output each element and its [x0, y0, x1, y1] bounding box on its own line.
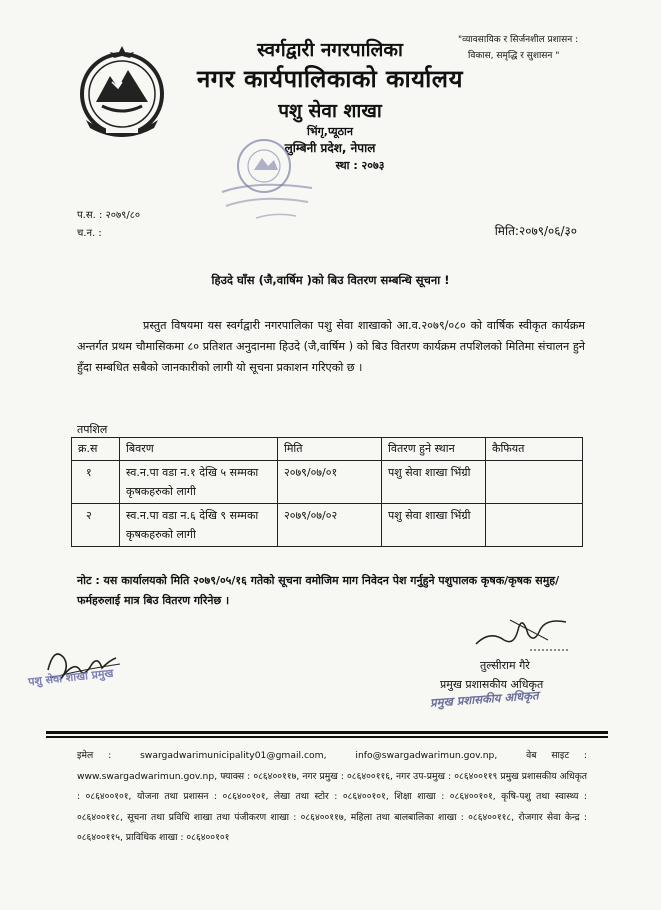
footer-contacts [77, 746, 587, 849]
ps-label: प.स. : [77, 210, 103, 221]
schedule-table [71, 437, 583, 547]
letter-date [495, 222, 577, 239]
motto-line-2: विकास, समृद्धि र सुशासन " [468, 51, 560, 61]
header-place: वितरण हुने स्थान [382, 438, 486, 461]
cn-label: च.न. : [77, 228, 102, 239]
signatory-signature-icon [470, 600, 580, 655]
email-2: info@swargadwarimun.gov.np, [355, 750, 498, 761]
government-emblem-icon [72, 42, 172, 142]
cell-remarks [486, 461, 583, 504]
ps-value: २०७९/८० [105, 210, 141, 221]
email-label: इमेल : [77, 750, 112, 761]
note-text: नोट : यस कार्यालयको मिति २०७९/०५/१६ गतेको सूचना वमोजिम माग निवेदन पेश गर्नुहुने पशुपालक कृषक/कृषक समुह/फर्महरुलाई मात्र बिउ वितरण गरिनेछ । [77, 574, 560, 607]
date-value: २०७९/०६/३० [518, 224, 577, 238]
reference-ps [77, 207, 140, 221]
office-name: नगर कार्यपालिकाको कार्यालय [196, 65, 464, 93]
email-1: swargadwarimunicipality01@gmail.com, [140, 750, 327, 761]
header-remarks: कैफियत [486, 438, 583, 461]
cell-place: पशु सेवा शाखा भिंग्री [382, 504, 486, 547]
cell-date: २०७९/०७/०२ [278, 504, 382, 547]
municipality-name: स्वर्गद्वारी नगरपालिका [257, 39, 403, 61]
cell-sn: २ [72, 504, 120, 547]
table-row [72, 504, 583, 547]
website: www.swargadwarimun.gov.np, [77, 770, 218, 782]
motto [458, 32, 648, 64]
cell-place: पशु सेवा शाखा भिंग्री [382, 461, 486, 504]
header-date: मिति [278, 438, 382, 461]
office-stamp-icon [216, 136, 326, 226]
reference-cn [77, 225, 102, 239]
section-name: पशु सेवा शाखा [278, 100, 382, 122]
signatory-designation: प्रमुख प्रशासकीय अधिकृत [440, 678, 544, 691]
signatory-stamp: प्रमुख प्रशासकीय अधिकृत [429, 688, 539, 710]
signatory-name: तुल्सीराम गैरे [480, 659, 530, 672]
cell-date: २०७९/०७/०१ [278, 461, 382, 504]
table-row [72, 461, 583, 504]
footer-divider-thin [46, 736, 608, 738]
place-name: भिंगृ,प्यूठान [307, 125, 353, 138]
body-paragraph [77, 315, 585, 378]
website-label: वेब साइट : [526, 750, 588, 761]
table-header-row [72, 438, 583, 461]
cell-description: स्व.न.पा वडा न.६ देखि ९ सम्मका कृषकहरुको लागी [120, 504, 278, 547]
section-head-stamp: पशु सेवा शाखा प्रमुख [27, 666, 115, 689]
cell-remarks [486, 504, 583, 547]
header-description: बिवरण [120, 438, 278, 461]
table-label: तपशिल [77, 423, 108, 436]
established-year: स्था : २०७३ [335, 159, 385, 172]
footer-divider [46, 731, 608, 734]
header-sn: क्र.स [72, 438, 120, 461]
province-name: लुम्बिनी प्रदेश, नेपाल [284, 141, 376, 155]
contact-numbers: फ्याक्स : ०८६४००११७, नगर प्रमुख : ०८६४००११६, नगर उप-प्रमुख : ०८६४००११९ प्रमुख प्रशासकीय अधिकृत : ०८६४००१०१, योजना तथा प्रशासन : ०८६४००१०१, लेखा तथा स्टोर : ०८६४००१०१, शिक्षा शाखा : ०८६४००१०१, कृषि-पशु तथा स्वास्थ्य : ०८६४००११८, सूचना तथा प्रविधि शाखा तथा पंजीकरण शाखा : ०८६४००११७, महिला तथा बालबालिका शाखा : ०८६४००११८, रोजगार सेवा केन्द्र : ०८६४००११५, प्राविधिक शाखा : ०८६४००१०१ [77, 770, 587, 843]
subject-line: हिउदे घाँस (जै,वार्षिम )को बिउ वितरण सम्बन्धि सूचना ! [211, 273, 450, 287]
date-label: मिति: [494, 224, 519, 238]
body-text: प्रस्तुत विषयमा यस स्वर्गद्वारी नगरपालिका पशु सेवा शाखाको आ.व.२०७९/०८० को वार्षिक स्वीकृत कार्यक्रम अन्तर्गत प्रथम चौमासिकमा ८० प्रतिशत अनुदानमा हिउदे (जै,वार्षिम ) को बिउ वितरण कार्यक्रम तपशिलको मितिमा संचालन हुने हुँदा सम्बधित सबैको जानकारीको लागी यो सूचना प्रकाशन गरिएको छ । [77, 319, 585, 374]
cell-sn: १ [72, 461, 120, 504]
motto-line-1: "व्यावसायिक र सिर्जनशील प्रशासन : [458, 35, 579, 45]
cell-description: स्व.न.पा वडा न.१ देखि ५ सम्मका कृषकहरुको लागी [120, 461, 278, 504]
